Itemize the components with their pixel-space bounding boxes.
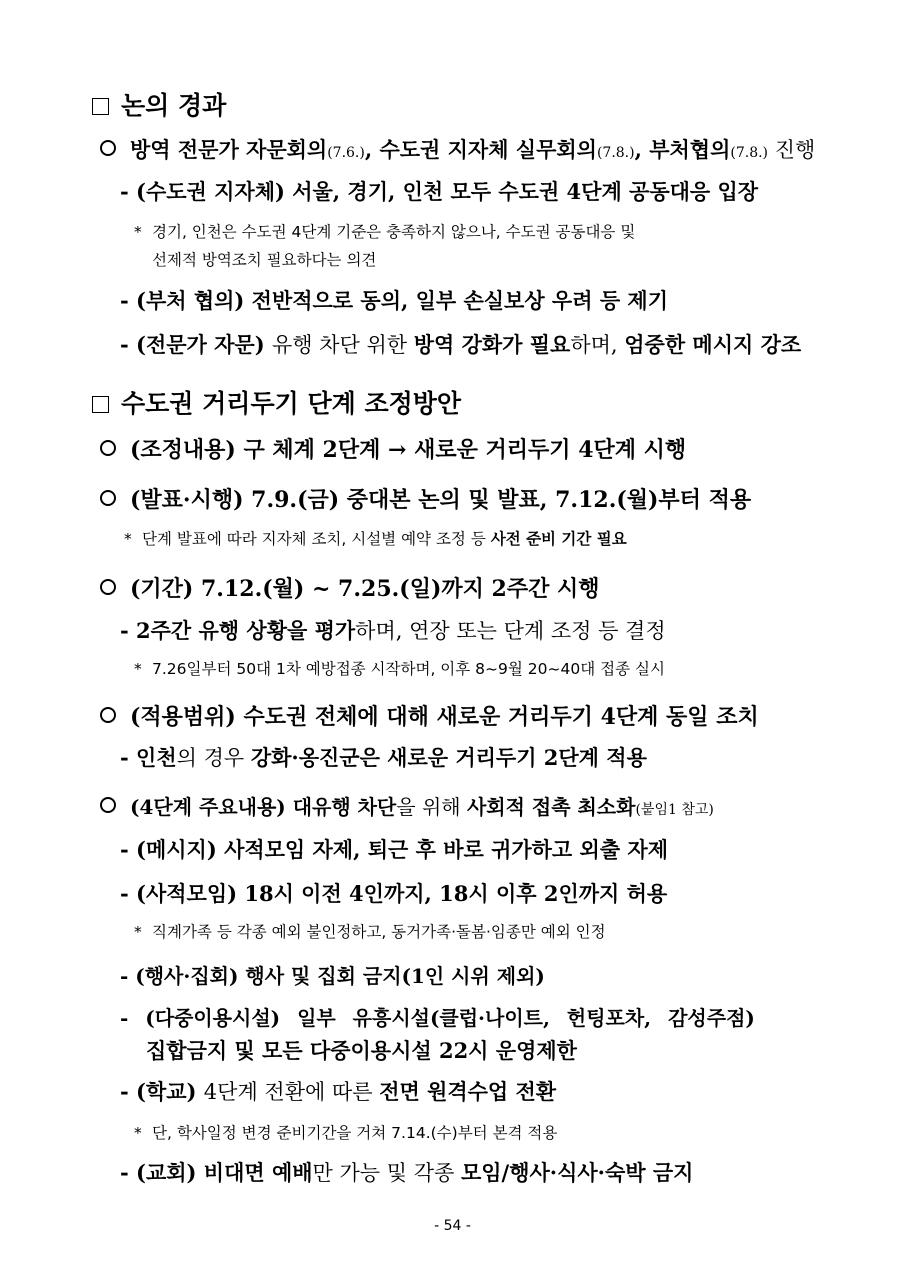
note-gyeonggi-incheon: * 경기, 인천은 수도권 4단계 기준은 충족하지 않으나, 수도권 공동대응 및 — [134, 223, 636, 241]
dash-churches: - (교회) 비대면 예배만 가능 및 각종 모임/행사·식사·숙박 금지 — [120, 1160, 694, 1185]
section-heading-adjustment: 수도권 거리두기 단계 조정방안 — [92, 384, 461, 420]
note-gyeonggi-incheon-cont: 선제적 방역조치 필요하다는 의견 — [152, 251, 377, 269]
dash-metro-govts: - (수도권 지자체) 서울, 경기, 인천 모두 수도권 4단계 공동대응 입장 — [120, 179, 759, 204]
circle-bullet-icon — [100, 579, 116, 595]
circle-bullet-icon — [100, 140, 116, 156]
dash-incheon: - 인천의 경우 강화·옹진군은 새로운 거리두기 2단계 적용 — [120, 745, 647, 770]
circle-bullet-icon — [100, 797, 116, 813]
circle-bullet-icon — [100, 707, 116, 723]
bullet-consultation-history: 방역 전문가 자문회의(7.6.), 수도권 지자체 실무회의(7.8.), 부처협의(7.8.) 진행 — [100, 134, 815, 164]
section-heading-discussion: 논의 경과 — [92, 86, 226, 122]
dash-evaluation: - 2주간 유행 상황을 평가하며, 연장 또는 단계 조정 등 결정 — [120, 618, 666, 643]
bullet-scope: (적용범위) 수도권 전체에 대해 새로운 거리두기 4단계 동일 조치 — [100, 700, 759, 731]
note-vaccination: * 7.26일부터 50대 1차 예방접종 시작하며, 이후 8~9월 20~40대 접종 실시 — [134, 660, 665, 678]
bullet-period: (기간) 7.12.(월) ~ 7.25.(일)까지 2주간 시행 — [100, 572, 600, 603]
dash-events-rallies: - (행사·집회) 행사 및 집회 금지(1인 시위 제외) — [120, 964, 545, 988]
bullet-main-contents: (4단계 주요내용) 대유행 차단을 위해 사회적 접촉 최소화(붙임1 참고) — [100, 791, 714, 820]
note-school-schedule: * 단, 학사일정 변경 준비기간을 거쳐 7.14.(수)부터 본격 적용 — [134, 1124, 558, 1142]
dash-message: - (메시지) 사적모임 자제, 퇴근 후 바로 귀가하고 외출 자제 — [120, 837, 668, 862]
bullet-announcement: (발표·시행) 7.9.(금) 중대본 논의 및 발표, 7.12.(월)부터 적용 — [100, 483, 751, 514]
dash-multiuse-facilities: - (다중이용시설) 일부 유흥시설(클럽·나이트, 헌팅포차, 감성주점) — [120, 1006, 755, 1030]
circle-bullet-icon — [100, 490, 116, 506]
dash-ministry-consult: - (부처 협의) 전반적으로 동의, 일부 손실보상 우려 등 제기 — [120, 288, 668, 313]
note-family-exception: * 직계가족 등 각종 예외 불인정하고, 동거가족·돌봄·임종만 예외 인정 — [134, 923, 606, 941]
dash-schools: - (학교) 4단계 전환에 따른 전면 원격수업 전환 — [120, 1079, 557, 1104]
page-number: - 54 - — [434, 1218, 471, 1234]
bullet-adjustment-content: (조정내용) 구 체계 2단계 → 새로운 거리두기 4단계 시행 — [100, 433, 686, 464]
dash-expert-advice: - (전문가 자문) 유행 차단 위한 방역 강화가 필요하며, 엄중한 메시지 강조 — [120, 332, 802, 357]
dash-multiuse-facilities-cont: 집합금지 및 모든 다중이용시설 22시 운영제한 — [146, 1038, 577, 1063]
square-bullet-icon — [92, 98, 109, 115]
note-preparation: * 단계 발표에 따라 지자체 조치, 시설별 예약 조정 등 사전 준비 기간 필요 — [124, 530, 627, 548]
dash-private-gathering: - (사적모임) 18시 이전 4인까지, 18시 이후 2인까지 허용 — [120, 881, 668, 906]
square-bullet-icon — [92, 396, 109, 413]
circle-bullet-icon — [100, 440, 116, 456]
